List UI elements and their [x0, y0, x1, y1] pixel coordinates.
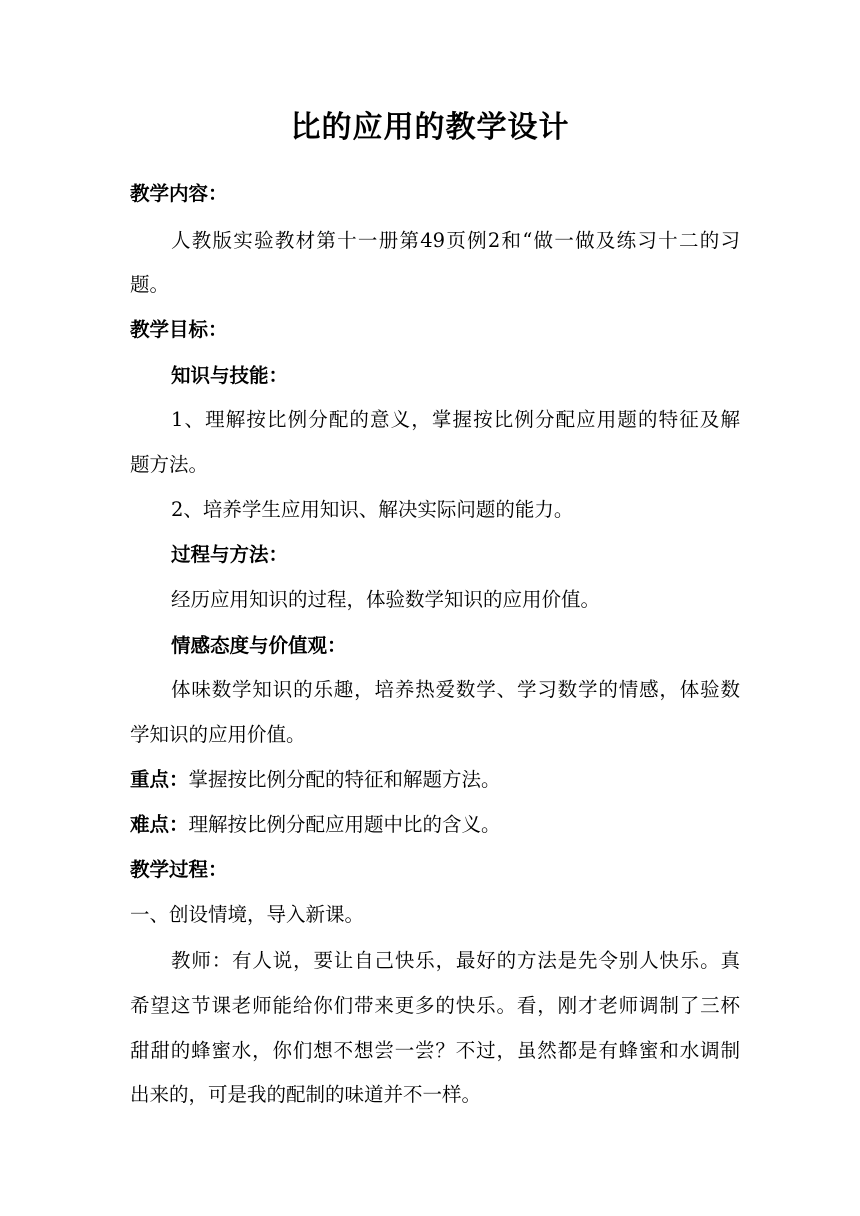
process-heading: 过程与方法：	[171, 543, 289, 566]
key-text: 掌握按比例分配的特征和解题方法。	[188, 768, 501, 791]
content-text-line2: 题。	[130, 273, 170, 296]
teacher-line1: 教师：有人说，要让自己快乐，最好的方法是先令别人快乐。真	[171, 949, 740, 972]
emotion-heading: 情感态度与价值观：	[171, 634, 347, 657]
goals-heading: 教学目标：	[130, 318, 228, 341]
emotion-text-line1: 体味数学知识的乐趣，培养热爱数学、学习数学的情感，体验数	[171, 678, 740, 701]
document-title: 比的应用的教学设计	[290, 110, 570, 145]
difficulty-label: 难点：	[130, 813, 189, 836]
knowledge-item1-line1: 1、理解按比例分配的意义，掌握按比例分配应用题的特征及解	[171, 408, 740, 431]
emotion-text-line2: 学知识的应用价值。	[130, 723, 306, 746]
difficulty-text: 理解按比例分配应用题中比的含义。	[188, 813, 501, 836]
knowledge-item2: 2、培养学生应用知识、解决实际问题的能力。	[171, 498, 574, 521]
content-text-line1: 人教版实验教材第十一册第49页例2和“做一做及练习十二的习	[171, 229, 740, 252]
teacher-line4: 出来的，可是我的配制的味道并不一样。	[130, 1083, 482, 1106]
key-label: 重点：	[130, 768, 189, 791]
content-heading: 教学内容：	[130, 182, 228, 205]
section1-heading: 一、创设情境，导入新课。	[130, 903, 365, 926]
knowledge-item1-line2: 题方法。	[130, 453, 209, 476]
knowledge-heading: 知识与技能：	[171, 364, 289, 387]
key-point	[130, 765, 740, 795]
teacher-line2: 希望这节课老师能给你们带来更多的快乐。看，刚才老师调制了三杯	[130, 994, 740, 1017]
teacher-line3: 甜甜的蜂蜜水，你们想不想尝一尝？不过，虽然都是有蜂蜜和水调制	[130, 1039, 740, 1062]
process-text: 经历应用知识的过程，体验数学知识的应用价值。	[171, 588, 601, 611]
procedure-heading: 教学过程：	[130, 858, 228, 881]
difficulty-point	[130, 810, 740, 840]
